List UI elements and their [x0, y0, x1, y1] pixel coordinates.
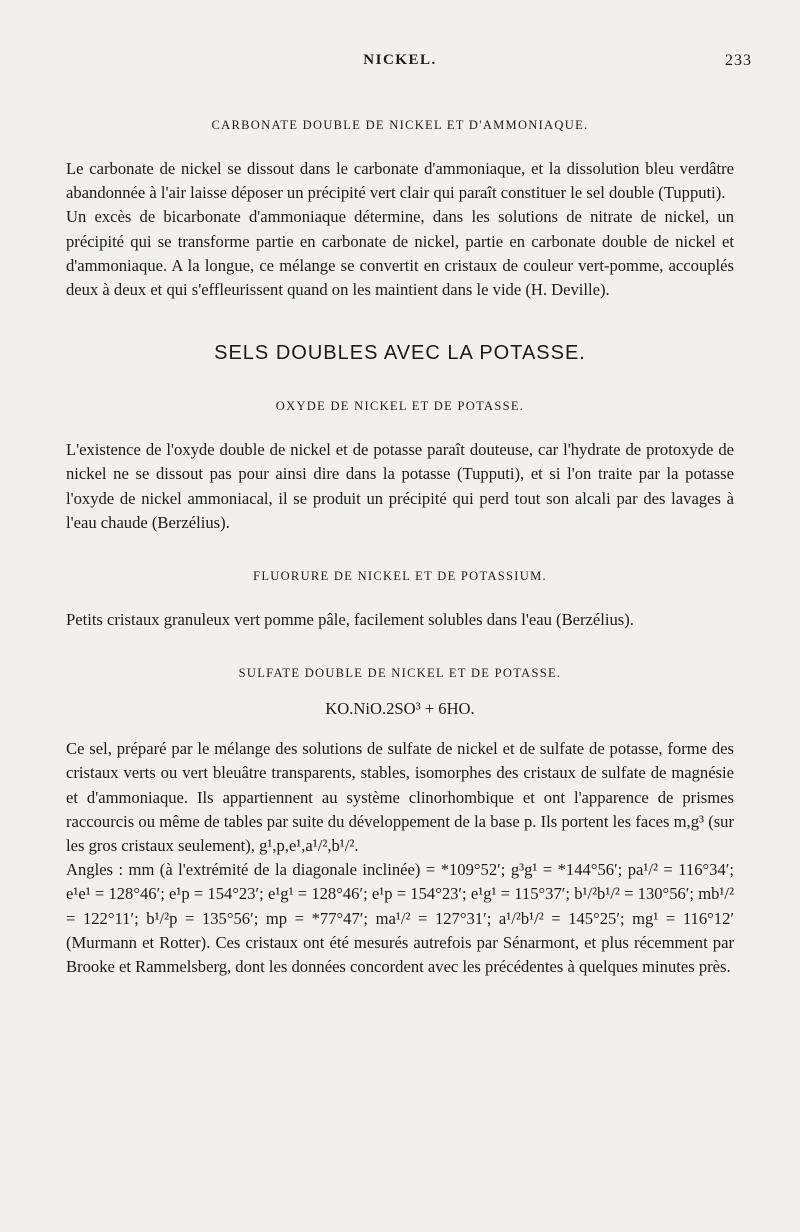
running-head — [0, 52, 800, 72]
heading-fluorure: FLUORURE DE NICKEL ET DE POTASSIUM. — [253, 569, 547, 584]
paragraph-fluorure: Petits cristaux granuleux vert pomme pâle, facilement solubles dans l'eau (Berzélius). — [66, 610, 634, 630]
paragraph-carbonate-2: Un excès de bicarbonate d'ammoniaque détermine, dans les solutions de nitrate de nickel, un précipité qui se transforme partie en carbonate de nickel, partie en carbonate double de nickel et d'ammoniaque. A la longue, ce mélange se convertit en cristaux de couleur vert-pomme, accouplés deux à deux et qui s'effleurissent quand on les maintient dans le vide (H. Deville). — [66, 207, 734, 300]
heading-carbonate-double: CARBONATE DOUBLE DE NICKEL ET D'AMMONIAQUE. — [211, 118, 589, 132]
paragraph-sulfate-angles: Angles : mm (à l'extrémité de la diagonale inclinée) = *109°52′; g³g¹ = *144°56′; pa¹/² = 116°34′; e¹e¹ = 128°46′; e¹p = 154°23′; e¹g¹ = 128°46′; e¹p = 154°23′; e¹g¹ = 115°37′; b¹/²b¹/² = 130°56′; mb¹/² = 122°11′; b¹/²p = 135°56′; mp = *77°47′; ma¹/² = 127°31′; a¹/²b¹/² = 145°25′; mg¹ = 116°12′ (Murmann et Rotter). Ces cristaux ont été mesurés autrefois par Sénarmont, et plus récemment par Brooke et Rammelsberg, dont les données concordent avec les précédentes à quelques minutes près. — [66, 860, 734, 977]
page-number: 233 — [725, 52, 752, 69]
running-title: NICKEL. — [363, 52, 437, 68]
heading-sulfate-double: SULFATE DOUBLE DE NICKEL ET DE POTASSE. — [238, 666, 562, 681]
section-title-sels-doubles: SELS DOUBLES AVEC LA POTASSE. — [214, 342, 586, 365]
paragraph-oxyde: L'existence de l'oxyde double de nickel et de potasse paraît douteuse, car l'hydrate de protoxyde de nickel ne se dissout pas pour ainsi dire dans la potasse (Tupputi), et si l'on traite par la potasse l'oxyde de nickel ammoniacal, il se produit un précipité qui perd tout son alcali par des lavages à l'eau chaude (Berzélius). — [66, 440, 734, 532]
heading-oxyde-nickel-potasse: OXYDE DE NICKEL ET DE POTASSE. — [275, 399, 525, 414]
paragraph-carbonate-1: Le carbonate de nickel se dissout dans le carbonate d'ammoniaque, et la dissolution bleu verdâtre abandonnée à l'air laisse déposer un précipité vert clair qui paraît constituer le sel double (Tupputi). — [66, 159, 734, 203]
paragraph-sulfate-1: Ce sel, préparé par le mélange des solutions de sulfate de nickel et de sulfate de potasse, forme des cristaux verts ou vert bleuâtre transparents, stables, isomorphes des cristaux de sulfate de magnésie et d'ammoniaque. Ils appartiennent au système clinorhombique et ont l'apparence de prismes raccourcis ou même de tables par suite du développement de la base p. Ils portent les faces m,g³ (sur les gros cristaux seulement), g¹,p,e¹,a¹/²,b¹/². — [66, 739, 734, 856]
chemical-formula: KO.NiO.2SO³ + 6HO. — [325, 699, 475, 719]
page-content — [66, 118, 734, 979]
